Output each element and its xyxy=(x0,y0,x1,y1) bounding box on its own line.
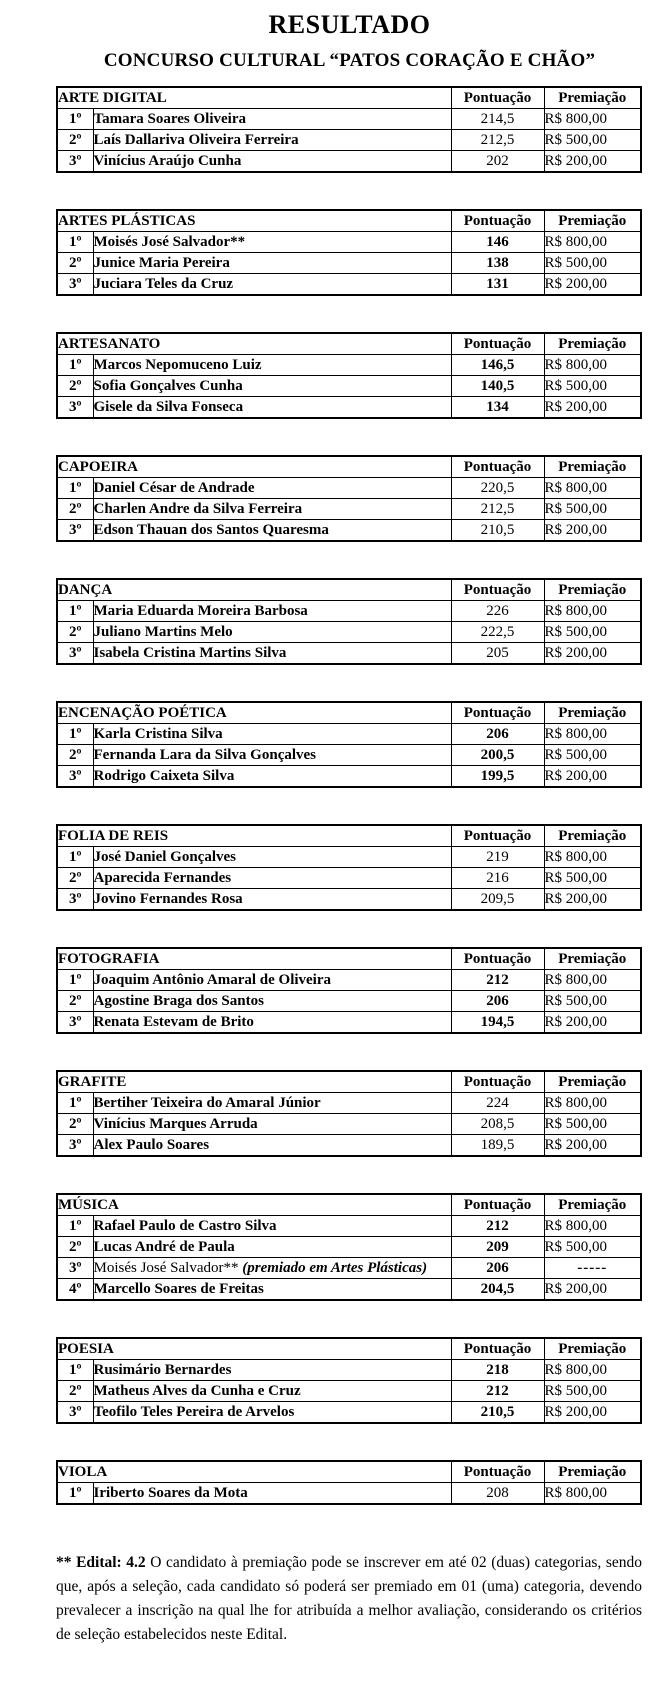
rank-cell: 1º xyxy=(57,109,93,130)
rank-cell: 3º xyxy=(57,1258,93,1279)
score-cell: 216 xyxy=(451,868,544,889)
name-cell xyxy=(93,253,451,274)
prize-column-header: Premiação xyxy=(544,1194,641,1216)
category-section-capoeira xyxy=(56,455,643,542)
score-column-header: Pontuação xyxy=(451,1194,544,1216)
name-cell xyxy=(93,1402,451,1424)
prize-cell: R$ 500,00 xyxy=(544,991,641,1012)
rank-cell: 1º xyxy=(57,1216,93,1237)
prize-cell: R$ 500,00 xyxy=(544,130,641,151)
rank-cell: 1º xyxy=(57,970,93,991)
prize-cell: R$ 200,00 xyxy=(544,1279,641,1301)
rank-cell: 1º xyxy=(57,847,93,868)
table-row xyxy=(57,232,641,253)
candidate-name: Rafael Paulo de Castro Silva xyxy=(93,1217,277,1234)
score-cell: 224 xyxy=(451,1093,544,1114)
table-row xyxy=(57,889,641,911)
candidate-name: Junice Maria Pereira xyxy=(93,254,230,271)
name-cell xyxy=(93,970,451,991)
candidate-name: Bertiher Teixeira do Amaral Júnior xyxy=(93,1094,321,1111)
rank-cell: 1º xyxy=(57,355,93,376)
prize-cell: R$ 800,00 xyxy=(544,232,641,253)
prize-cell: R$ 800,00 xyxy=(544,1360,641,1381)
score-cell: 222,5 xyxy=(451,622,544,643)
name-cell xyxy=(93,1012,451,1034)
page-title: RESULTADO xyxy=(268,10,431,39)
candidate-name: Rodrigo Caixeta Silva xyxy=(93,767,235,784)
table-row xyxy=(57,1012,641,1034)
candidate-name: Iriberto Soares da Mota xyxy=(93,1484,248,1501)
table-row xyxy=(57,643,641,665)
candidate-name: Maria Eduarda Moreira Barbosa xyxy=(93,602,308,619)
score-column-header: Pontuação xyxy=(451,1071,544,1093)
rank-cell: 3º xyxy=(57,1135,93,1157)
rank-cell: 3º xyxy=(57,766,93,788)
score-column-header: Pontuação xyxy=(451,825,544,847)
category-title: VIOLA xyxy=(57,1461,451,1483)
candidate-name: Rusimário Bernardes xyxy=(93,1361,232,1378)
rank-cell: 2º xyxy=(57,745,93,766)
table-row xyxy=(57,868,641,889)
rank-cell: 3º xyxy=(57,520,93,542)
name-cell xyxy=(93,1360,451,1381)
table-header-row xyxy=(57,948,641,970)
results-table-viola xyxy=(56,1460,642,1505)
category-section-viola xyxy=(56,1460,643,1505)
prize-cell: R$ 200,00 xyxy=(544,1135,641,1157)
candidate-name: Agostine Braga dos Santos xyxy=(93,992,264,1009)
candidate-name: Joaquim Antônio Amaral de Oliveira xyxy=(93,971,332,988)
score-column-header: Pontuação xyxy=(451,456,544,478)
document-header xyxy=(56,10,643,72)
results-table-grafite xyxy=(56,1070,642,1157)
score-cell: 206 xyxy=(451,1258,544,1279)
results-table-encenacao-poetica xyxy=(56,701,642,788)
prize-column-header: Premiação xyxy=(544,210,641,232)
rank-cell: 2º xyxy=(57,1114,93,1135)
name-cell xyxy=(93,1483,451,1505)
candidate-name: Renata Estevam de Brito xyxy=(93,1013,254,1030)
table-row xyxy=(57,745,641,766)
results-table-arte-digital xyxy=(56,86,642,173)
table-row xyxy=(57,1483,641,1505)
score-cell: 212 xyxy=(451,1216,544,1237)
table-header-row xyxy=(57,456,641,478)
candidate-name: Laís Dallariva Oliveira Ferreira xyxy=(93,131,299,148)
table-row xyxy=(57,274,641,296)
results-tables xyxy=(56,86,643,1505)
table-row xyxy=(57,724,641,745)
prize-cell: R$ 500,00 xyxy=(544,622,641,643)
rank-cell: 1º xyxy=(57,232,93,253)
prize-cell: R$ 200,00 xyxy=(544,274,641,296)
name-cell xyxy=(93,745,451,766)
rank-cell: 1º xyxy=(57,1093,93,1114)
score-cell: 209,5 xyxy=(451,889,544,911)
category-section-artes-plasticas xyxy=(56,209,643,296)
name-cell xyxy=(93,1258,451,1279)
prize-cell: R$ 800,00 xyxy=(544,1216,641,1237)
score-cell: 219 xyxy=(451,847,544,868)
candidate-name: Vinícius Araújo Cunha xyxy=(93,152,242,169)
table-row xyxy=(57,622,641,643)
score-cell: 212,5 xyxy=(451,130,544,151)
prize-cell: R$ 800,00 xyxy=(544,724,641,745)
candidate-name: Moisés José Salvador** xyxy=(93,233,246,250)
category-title: ARTE DIGITAL xyxy=(57,87,451,109)
table-row xyxy=(57,520,641,542)
table-row xyxy=(57,1258,641,1279)
score-cell: 212,5 xyxy=(451,499,544,520)
score-cell: 218 xyxy=(451,1360,544,1381)
name-cell xyxy=(93,520,451,542)
rank-cell: 3º xyxy=(57,1012,93,1034)
category-section-arte-digital xyxy=(56,86,643,173)
results-table-capoeira xyxy=(56,455,642,542)
rank-cell: 3º xyxy=(57,397,93,419)
score-cell: 138 xyxy=(451,253,544,274)
candidate-name: Karla Cristina Silva xyxy=(93,725,223,742)
score-cell: 210,5 xyxy=(451,520,544,542)
score-cell: 210,5 xyxy=(451,1402,544,1424)
prize-column-header: Premiação xyxy=(544,456,641,478)
table-header-row xyxy=(57,210,641,232)
name-cell xyxy=(93,868,451,889)
prize-cell: R$ 800,00 xyxy=(544,355,641,376)
prize-cell: R$ 200,00 xyxy=(544,889,641,911)
name-cell xyxy=(93,601,451,622)
score-cell: 199,5 xyxy=(451,766,544,788)
prize-column-header: Premiação xyxy=(544,948,641,970)
table-row xyxy=(57,1216,641,1237)
rank-cell: 3º xyxy=(57,1402,93,1424)
rank-cell: 2º xyxy=(57,868,93,889)
table-row xyxy=(57,1360,641,1381)
candidate-name: Tamara Soares Oliveira xyxy=(93,110,246,127)
results-table-artes-plasticas xyxy=(56,209,642,296)
prize-column-header: Premiação xyxy=(544,579,641,601)
score-cell: 140,5 xyxy=(451,376,544,397)
candidate-name: Teofilo Teles Pereira de Arvelos xyxy=(93,1403,295,1420)
score-cell: 208 xyxy=(451,1483,544,1505)
score-cell: 226 xyxy=(451,601,544,622)
name-cell xyxy=(93,1135,451,1157)
prize-cell: R$ 500,00 xyxy=(544,1114,641,1135)
results-table-danca xyxy=(56,578,642,665)
prize-column-header: Premiação xyxy=(544,87,641,109)
table-header-row xyxy=(57,579,641,601)
rank-cell: 2º xyxy=(57,130,93,151)
score-column-header: Pontuação xyxy=(451,948,544,970)
name-cell xyxy=(93,889,451,911)
category-title: DANÇA xyxy=(57,579,451,601)
name-cell xyxy=(93,397,451,419)
table-header-row xyxy=(57,1071,641,1093)
rank-cell: 2º xyxy=(57,622,93,643)
category-title: CAPOEIRA xyxy=(57,456,451,478)
name-cell xyxy=(93,376,451,397)
name-cell xyxy=(93,724,451,745)
table-row xyxy=(57,130,641,151)
score-cell: 131 xyxy=(451,274,544,296)
category-title: POESIA xyxy=(57,1338,451,1360)
category-title: FOTOGRAFIA xyxy=(57,948,451,970)
score-cell: 206 xyxy=(451,991,544,1012)
prize-cell: R$ 200,00 xyxy=(544,1012,641,1034)
name-cell xyxy=(93,232,451,253)
candidate-name: Juliano Martins Melo xyxy=(93,623,233,640)
table-row xyxy=(57,970,641,991)
rank-cell: 4º xyxy=(57,1279,93,1301)
category-section-fotografia xyxy=(56,947,643,1034)
score-column-header: Pontuação xyxy=(451,702,544,724)
table-row xyxy=(57,376,641,397)
prize-cell: R$ 500,00 xyxy=(544,1237,641,1258)
name-cell xyxy=(93,643,451,665)
footnote xyxy=(56,1551,642,1647)
category-title: ENCENAÇÃO POÉTICA xyxy=(57,702,451,724)
name-cell xyxy=(93,478,451,499)
category-section-folia-de-reis xyxy=(56,824,643,911)
score-cell: 194,5 xyxy=(451,1012,544,1034)
candidate-name: Moisés José Salvador** xyxy=(93,1259,243,1276)
results-table-folia-de-reis xyxy=(56,824,642,911)
category-section-musica xyxy=(56,1193,643,1301)
prize-cell: R$ 500,00 xyxy=(544,745,641,766)
candidate-name: Marcello Soares de Freitas xyxy=(93,1280,264,1297)
rank-cell: 3º xyxy=(57,151,93,173)
score-column-header: Pontuação xyxy=(451,333,544,355)
prize-column-header: Premiação xyxy=(544,1461,641,1483)
prize-cell: R$ 800,00 xyxy=(544,1483,641,1505)
candidate-name: Sofia Gonçalves Cunha xyxy=(93,377,243,394)
score-cell: 202 xyxy=(451,151,544,173)
name-cell xyxy=(93,1237,451,1258)
table-row xyxy=(57,253,641,274)
table-row xyxy=(57,847,641,868)
score-cell: 134 xyxy=(451,397,544,419)
name-cell xyxy=(93,847,451,868)
name-cell xyxy=(93,622,451,643)
prize-cell: R$ 500,00 xyxy=(544,1381,641,1402)
candidate-name: Matheus Alves da Cunha e Cruz xyxy=(93,1382,301,1399)
name-cell xyxy=(93,130,451,151)
candidate-name: Jovino Fernandes Rosa xyxy=(93,890,243,907)
rank-cell: 2º xyxy=(57,1381,93,1402)
name-cell xyxy=(93,1093,451,1114)
candidate-name: Edson Thauan dos Santos Quaresma xyxy=(93,521,329,538)
table-header-row xyxy=(57,1194,641,1216)
name-cell xyxy=(93,1381,451,1402)
rank-cell: 2º xyxy=(57,991,93,1012)
candidate-name: José Daniel Gonçalves xyxy=(93,848,236,865)
name-cell xyxy=(93,355,451,376)
table-header-row xyxy=(57,87,641,109)
table-row xyxy=(57,1279,641,1301)
prize-column-header: Premiação xyxy=(544,333,641,355)
prize-cell: R$ 200,00 xyxy=(544,520,641,542)
candidate-note: (premiado em Artes Plásticas) xyxy=(242,1259,428,1276)
rank-cell: 2º xyxy=(57,376,93,397)
table-row xyxy=(57,766,641,788)
prize-column-header: Premiação xyxy=(544,702,641,724)
results-table-musica xyxy=(56,1193,642,1301)
prize-cell: R$ 800,00 xyxy=(544,601,641,622)
prize-cell: R$ 200,00 xyxy=(544,1402,641,1424)
prize-column-header: Premiação xyxy=(544,825,641,847)
table-row xyxy=(57,397,641,419)
prize-cell: R$ 800,00 xyxy=(544,1093,641,1114)
category-title: FOLIA DE REIS xyxy=(57,825,451,847)
category-title: ARTES PLÁSTICAS xyxy=(57,210,451,232)
table-row xyxy=(57,1237,641,1258)
name-cell xyxy=(93,991,451,1012)
table-row xyxy=(57,601,641,622)
table-header-row xyxy=(57,702,641,724)
table-row xyxy=(57,1135,641,1157)
score-cell: 212 xyxy=(451,970,544,991)
score-cell: 206 xyxy=(451,724,544,745)
name-cell xyxy=(93,109,451,130)
candidate-name: Isabela Cristina Martins Silva xyxy=(93,644,287,661)
footnote-text: O candidato à premiação pode se inscrever em até 02 (duas) categorias, sendo que, após a seleção, cada candidato só poderá ser premiado em 01 (uma) categoria, devendo prevalecer a inscrição na qual lhe for atribuída a melhor avaliação, considerando os critérios de seleção estabelecidos neste Edital. xyxy=(56,1554,642,1644)
category-title: MÚSICA xyxy=(57,1194,451,1216)
table-row xyxy=(57,1093,641,1114)
rank-cell: 1º xyxy=(57,601,93,622)
name-cell xyxy=(93,274,451,296)
table-row xyxy=(57,478,641,499)
score-cell: 208,5 xyxy=(451,1114,544,1135)
score-cell: 146,5 xyxy=(451,355,544,376)
score-column-header: Pontuação xyxy=(451,1338,544,1360)
candidate-name: Gisele da Silva Fonseca xyxy=(93,398,244,415)
prize-column-header: Premiação xyxy=(544,1071,641,1093)
rank-cell: 1º xyxy=(57,478,93,499)
table-row xyxy=(57,1114,641,1135)
candidate-name: Marcos Nepomuceno Luiz xyxy=(93,356,262,373)
category-title: GRAFITE xyxy=(57,1071,451,1093)
table-row xyxy=(57,499,641,520)
score-column-header: Pontuação xyxy=(451,579,544,601)
name-cell xyxy=(93,766,451,788)
category-section-artesanato xyxy=(56,332,643,419)
candidate-name: Fernanda Lara da Silva Gonçalves xyxy=(93,746,317,763)
name-cell xyxy=(93,1114,451,1135)
prize-cell: ----- xyxy=(544,1258,641,1279)
prize-cell: R$ 800,00 xyxy=(544,478,641,499)
prize-cell: R$ 200,00 xyxy=(544,766,641,788)
footnote-bold-label: ** Edital: 4.2 xyxy=(56,1554,146,1571)
score-cell: 146 xyxy=(451,232,544,253)
prize-cell: R$ 500,00 xyxy=(544,376,641,397)
rank-cell: 2º xyxy=(57,499,93,520)
rank-cell: 3º xyxy=(57,643,93,665)
table-header-row xyxy=(57,333,641,355)
prize-cell: R$ 500,00 xyxy=(544,253,641,274)
rank-cell: 2º xyxy=(57,1237,93,1258)
category-section-grafite xyxy=(56,1070,643,1157)
table-row xyxy=(57,151,641,173)
prize-cell: R$ 800,00 xyxy=(544,109,641,130)
candidate-name: Aparecida Fernandes xyxy=(93,869,232,886)
category-section-encenacao-poetica xyxy=(56,701,643,788)
score-column-header: Pontuação xyxy=(451,210,544,232)
prize-cell: R$ 200,00 xyxy=(544,643,641,665)
category-section-danca xyxy=(56,578,643,665)
score-column-header: Pontuação xyxy=(451,87,544,109)
rank-cell: 3º xyxy=(57,274,93,296)
score-cell: 220,5 xyxy=(451,478,544,499)
table-row xyxy=(57,991,641,1012)
score-cell: 209 xyxy=(451,1237,544,1258)
candidate-name: Lucas André de Paula xyxy=(93,1238,235,1255)
prize-cell: R$ 200,00 xyxy=(544,151,641,173)
rank-cell: 1º xyxy=(57,724,93,745)
table-row xyxy=(57,1402,641,1424)
prize-cell: R$ 500,00 xyxy=(544,499,641,520)
candidate-name: Charlen Andre da Silva Ferreira xyxy=(93,500,303,517)
score-cell: 205 xyxy=(451,643,544,665)
prize-cell: R$ 800,00 xyxy=(544,970,641,991)
results-table-poesia xyxy=(56,1337,642,1424)
prize-cell: R$ 500,00 xyxy=(544,868,641,889)
rank-cell: 3º xyxy=(57,889,93,911)
prize-column-header: Premiação xyxy=(544,1338,641,1360)
score-cell: 204,5 xyxy=(451,1279,544,1301)
prize-cell: R$ 200,00 xyxy=(544,397,641,419)
category-section-poesia xyxy=(56,1337,643,1424)
name-cell xyxy=(93,1216,451,1237)
page-subtitle: CONCURSO CULTURAL “PATOS CORAÇÃO E CHÃO” xyxy=(103,50,596,71)
table-header-row xyxy=(57,1461,641,1483)
results-table-fotografia xyxy=(56,947,642,1034)
score-cell: 212 xyxy=(451,1381,544,1402)
table-row xyxy=(57,1381,641,1402)
score-column-header: Pontuação xyxy=(451,1461,544,1483)
candidate-name: Daniel César de Andrade xyxy=(93,479,255,496)
score-cell: 200,5 xyxy=(451,745,544,766)
score-cell: 189,5 xyxy=(451,1135,544,1157)
rank-cell: 2º xyxy=(57,253,93,274)
name-cell xyxy=(93,151,451,173)
table-header-row xyxy=(57,825,641,847)
name-cell xyxy=(93,1279,451,1301)
table-row xyxy=(57,355,641,376)
prize-cell: R$ 800,00 xyxy=(544,847,641,868)
candidate-name: Alex Paulo Soares xyxy=(93,1136,210,1153)
table-row xyxy=(57,109,641,130)
table-header-row xyxy=(57,1338,641,1360)
category-title: ARTESANATO xyxy=(57,333,451,355)
results-table-artesanato xyxy=(56,332,642,419)
rank-cell: 1º xyxy=(57,1360,93,1381)
candidate-name: Vinícius Marques Arruda xyxy=(93,1115,258,1132)
name-cell xyxy=(93,499,451,520)
score-cell: 214,5 xyxy=(451,109,544,130)
candidate-name: Juciara Teles da Cruz xyxy=(93,275,234,292)
rank-cell: 1º xyxy=(57,1483,93,1505)
